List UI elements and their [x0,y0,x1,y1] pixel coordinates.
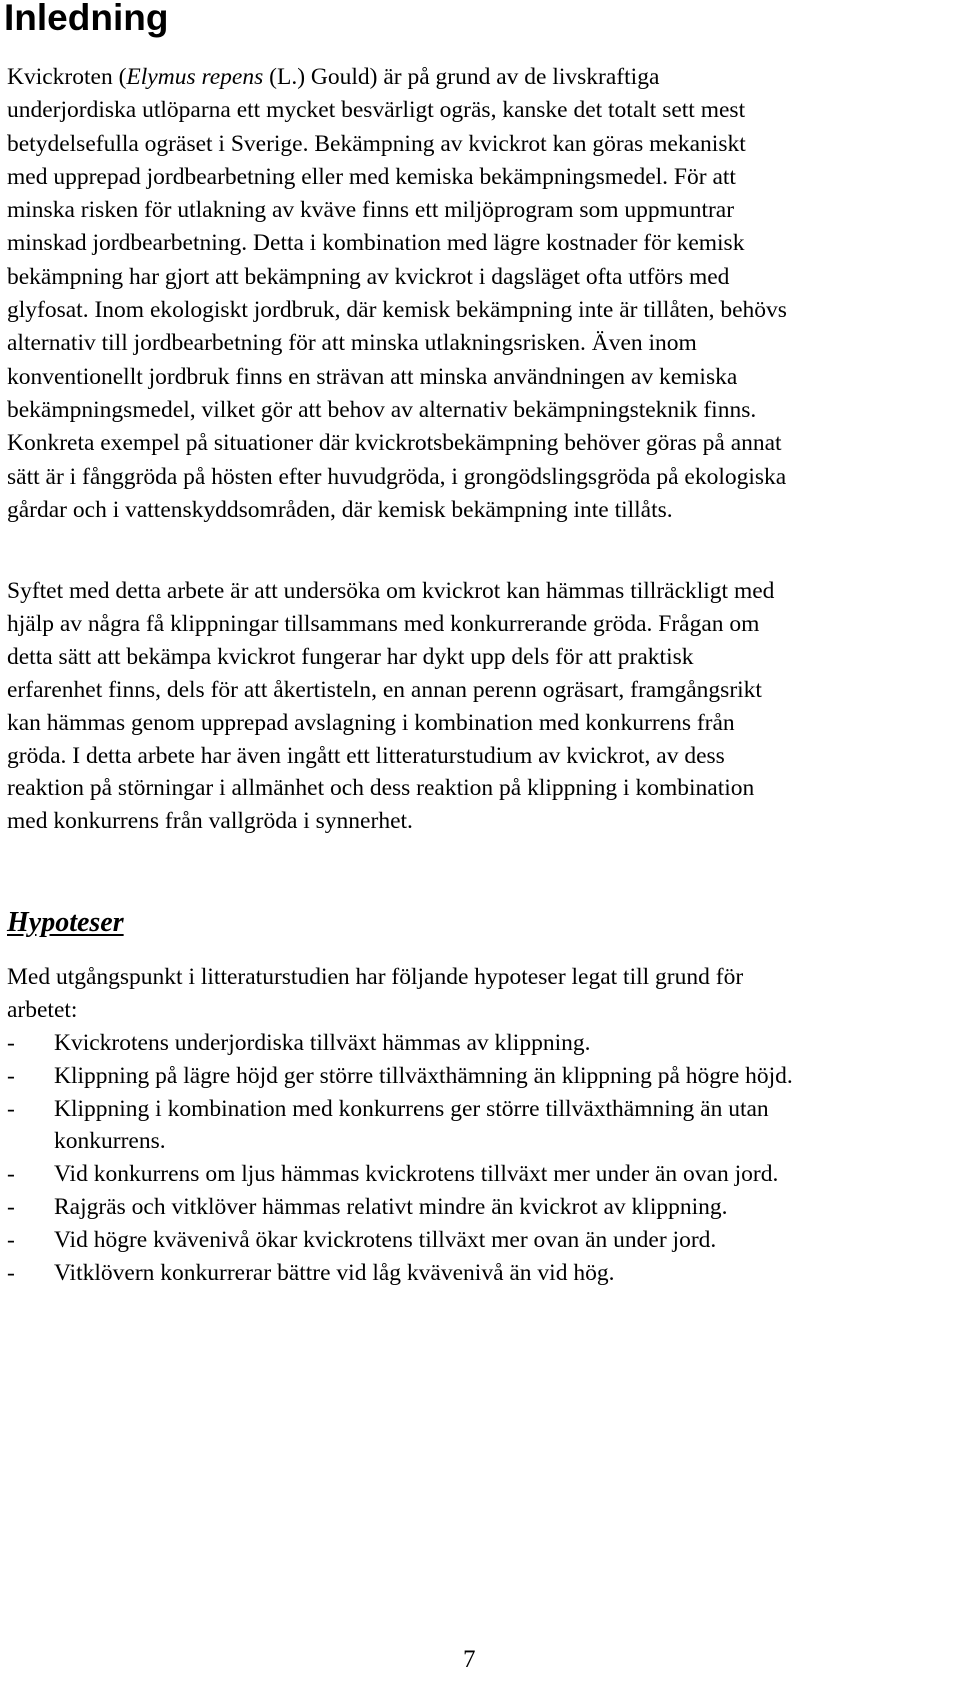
page-number: 7 [463,1646,476,1673]
intro-paragraph-2: Syftet med detta arbete är att undersöka om kvickrot kan hämmas tillräckligt med hjälp av några få klippningar tillsammans med konkurrerande gröda. Frågan om detta sätt att bekämpa kvickrot fungerar har dykt upp dels för att praktisk erfarenhet finns, dels för att åkertisteln, en annan perenn ogräsart, framgångsrikt kan hämmas genom upprepad avslagning i kombination med konkurrens från gröda. I detta arbete har även ingått ett litteraturstudium av kvickrot, av dess reaktion på störningar i allmänhet och dess reaktion på klippning i kombination med konkurrens från vallgröda i synnerhet. [7,578,775,835]
list-dash: - [7,1259,15,1286]
list-dash: - [7,1226,15,1253]
hypothesis-text: Kvickrotens underjordiska tillväxt hämmas av klippning. [54,1030,591,1056]
species-name-italic: Elymus repens [126,64,264,90]
hypotheses-lead-paragraph: Med utgångspunkt i litteraturstudien har följande hypoteser legat till grund för arbetet: [7,964,744,1023]
hypothesis-text: Vitklövern konkurrerar bättre vid låg kvävenivå än vid hög. [54,1259,615,1286]
section-heading-inledning: Inledning [4,0,169,38]
list-dash: - [7,1193,15,1220]
intro-p1-rest: (L.) Gould) är på grund av de livskraftiga underjordiska utlöparna ett mycket besvärligt ogräs, kanske det totalt sett mest betydelsefulla ogräset i Sverige. Bekämpning av kvickrot kan göras mekaniskt med upprepad jordbearbetning eller med kemiska bekämpningsmedel. För att minska risken för utlakning av kväve finns ett miljöprogram som uppmuntrar minskad jordbearbetning. Detta i kombination med lägre kostnader för kemisk bekämpning har gjort att bekämpning av kvickrot i dagsläget ofta utförs med glyfosat. Inom ekologiskt jordbruk, där kemisk bekämpning inte är tillåten, behövs alternativ till jordbearbetning för att minska utlakningsrisken. Även inom konventionellt jordbruk finns en strävan att minska användningen av kemiska bekämpningsmedel, vilket gör att behov av alternativ bekämpningsteknik finns. Konkreta exempel på situationer där kvickrotsbekämpning behöver göras på annat sätt är i fånggröda på hösten efter huvudgröda, i grongödslingsgröda på ekologiska gårdar och i vattenskyddsområden, där kemisk bekämpning inte tillåts. [7,64,787,523]
list-dash: - [7,1030,15,1056]
list-dash: - [7,1095,15,1122]
hypothesis-text: Vid konkurrens om ljus hämmas kvickrotens tillväxt mer under än ovan jord. [54,1161,779,1188]
list-dash: - [7,1161,15,1188]
hypothesis-item [7,1191,955,1224]
hypothesis-item [7,1027,955,1060]
hypothesis-item [7,1257,955,1290]
hypothesis-item [7,1060,955,1093]
hypothesis-text: Vid högre kvävenivå ökar kvickrotens tillväxt mer ovan än under jord. [54,1226,717,1253]
intro-paragraph-1 [7,61,955,527]
hypothesis-item [7,1093,955,1159]
hypothesis-text: Rajgräs och vitklöver hämmas relativt mindre än kvickrot av klippning. [54,1193,728,1220]
hypothesis-item [7,1224,955,1257]
intro-p1-start: Kvickroten ( [7,64,127,90]
hypothesis-item [7,1158,955,1191]
hypothesis-text: Klippning på lägre höjd ger större tillväxthämning än klippning på högre höjd. [54,1062,793,1089]
hypotheses-list [7,1027,955,1289]
hypothesis-text: Klippning i kombination med konkurrens ger större tillväxthämning än utan konkurrens. [54,1095,769,1155]
section-heading-hypoteser: Hypoteser [7,907,124,938]
list-dash: - [7,1062,15,1089]
